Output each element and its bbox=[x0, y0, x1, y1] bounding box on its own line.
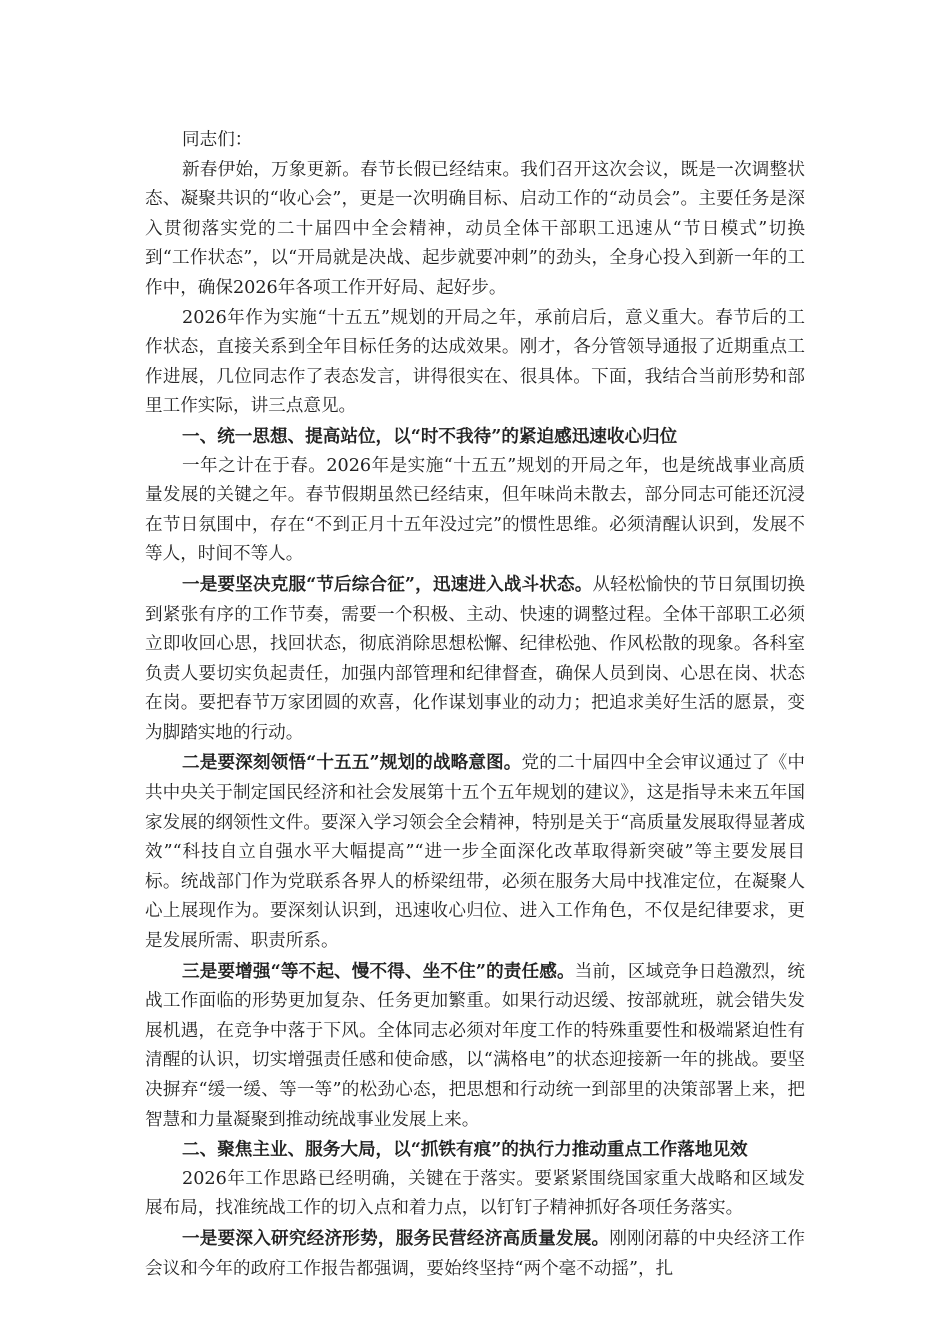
paragraph-section1-intro bbox=[145, 452, 805, 570]
heading-text: 二、聚焦主业、服务大局，以“抓铁有痕”的执行力推动重点工作落地见效 bbox=[182, 1139, 748, 1161]
paragraph-point-1-1 bbox=[145, 570, 805, 749]
point-lead: 二是要深刻领悟“十五五”规划的战略意图。 bbox=[182, 752, 522, 774]
section-heading-2 bbox=[145, 1135, 805, 1165]
paragraph-intro bbox=[145, 156, 805, 304]
paragraph-section2-intro bbox=[145, 1165, 805, 1224]
paragraph-point-1-3 bbox=[145, 957, 805, 1136]
paragraph-text: 刚刚闭幕的中央经济工作会议和今年的政府工作报告都强调，要始终坚持“两个毫不动摇”，扎 bbox=[145, 1228, 805, 1279]
paragraph-text: 党的二十届四中全会审议通过了《中共中央关于制定国民经济和社会发展第十五个五年规划的建议》，这是指导未来五年国家发展的纲领性文件。要深入学习领会全会精神，特别是关于“高质量发展取得显著成效”“科技自立自强水平大幅提高”“进一步全面深化改革取得新突破”等主要发展目标。统战部门作为党联系各界人的桥梁纽带，必须在服务大局中找准定位，在凝聚人心上展现作为。要深刻认识到，迅速收心归位、进入工作角色，不仅是纪律要求，更是发展所需、职责所系。 bbox=[145, 753, 805, 952]
heading-text: 一、统一思想、提高站位，以“时不我待”的紧迫感迅速收心归位 bbox=[182, 425, 678, 447]
document-body bbox=[145, 126, 805, 1284]
point-lead: 三是要增强“等不起、慢不得、坐不住”的责任感。 bbox=[182, 960, 575, 982]
paragraph-text: 2026年工作思路已经明确，关键在于落实。要紧紧围绕国家重大战略和区域发展布局，找准统战工作的切入点和着力点，以钉钉子精神抓好各项任务落实。 bbox=[145, 1168, 805, 1219]
paragraph-text: 从轻松愉快的节日氛围切换到紧张有序的工作节奏，需要一个积极、主动、快速的调整过程。全体干部职工必须立即收回心思，找回状态，彻底消除思想松懈、纪律松弛、作风松散的现象。各科室负责人要切实负起责任，加强内部管理和纪律督查，确保人员到岗、心思在岗、状态在岗。要把春节万家团圆的欢喜，化作谋划事业的动力；把追求美好生活的愿景，变为脚踏实地的行动。 bbox=[145, 574, 805, 743]
point-lead: 一是要坚决克服“节后综合征”，迅速进入战斗状态。 bbox=[182, 573, 593, 595]
paragraph-point-2-1 bbox=[145, 1224, 805, 1284]
paragraph-text: 一年之计在于春。2026年是实施“十五五”规划的开局之年，也是统战事业高质量发展的关键之年。春节假期虽然已经结束，但年味尚未散去，部分同志可能还沉浸在节日氛围中，存在“不到正月十五年没过完”的惯性思维。必须清醒认识到，发展不等人，时间不等人。 bbox=[145, 455, 805, 565]
paragraph-text: 新春伊始，万象更新。春节长假已经结束。我们召开这次会议，既是一次调整状态、凝聚共识的“收心会”，更是一次明确目标、启动工作的“动员会”。主要任务是深入贯彻落实党的二十届四中全会精神，动员全体干部职工迅速从“节日模式”切换到“工作状态”，以“开局就是决战、起步就要冲刺”的劲头，全身心投入到新一年的工作中，确保2026年各项工作开好局、起好步。 bbox=[145, 159, 805, 298]
section-heading-1 bbox=[145, 422, 805, 452]
point-lead: 一是要深入研究经济形势，服务民营经济高质量发展。 bbox=[182, 1227, 610, 1249]
paragraph-point-1-2 bbox=[145, 748, 805, 956]
salutation: 同志们： bbox=[182, 130, 253, 150]
paragraph-text: 2026年作为实施“十五五”规划的开局之年，承前启后，意义重大。春节后的工作状态，直接关系到全年目标任务的达成效果。刚才，各分管领导通报了近期重点工作进展，几位同志作了表态发言，讲得很实在、很具体。下面，我结合当前形势和部里工作实际，讲三点意见。 bbox=[145, 307, 805, 417]
paragraph-context bbox=[145, 304, 805, 422]
paragraph-text: 当前，区域竞争日趋激烈，统战工作面临的形势更加复杂、任务更加繁重。如果行动迟缓、按部就班，就会错失发展机遇，在竞争中落于下风。全体同志必须对年度工作的特殊重要性和极端紧迫性有清醒的认识，切实增强责任感和使命感，以“满格电”的状态迎接新一年的挑战。要坚决摒弃“缓一缓、等一等”的松劲心态，把思想和行动统一到部里的决策部署上来，把智慧和力量凝聚到推动统战事业发展上来。 bbox=[145, 961, 805, 1130]
